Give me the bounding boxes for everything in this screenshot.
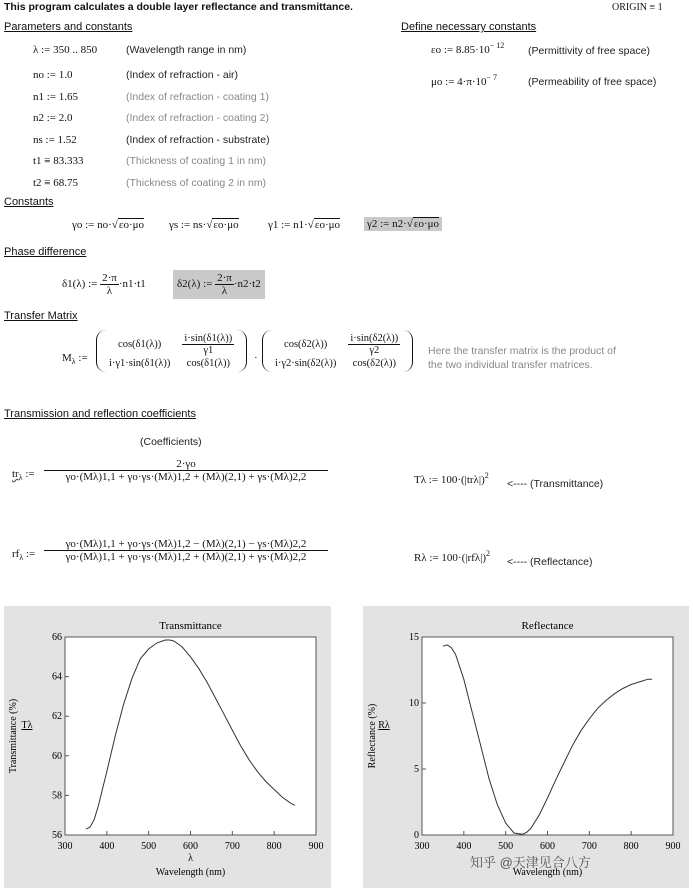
- y-tick-label: 0: [414, 830, 419, 841]
- y-tick-label: 15: [409, 632, 419, 643]
- param-comment: (Thickness of coating 1 in nm): [126, 155, 267, 167]
- param-expression[interactable]: n1 := 1.65: [33, 91, 79, 103]
- param-expression[interactable]: no := 1.0: [33, 69, 73, 81]
- R-note: <---- (Reflectance): [507, 556, 593, 568]
- y-tick-label: 60: [52, 750, 62, 762]
- transmittance-chart: [4, 606, 331, 888]
- origin-setting: ORIGIN ≡ 1: [612, 2, 663, 13]
- reflectance-chart: [363, 606, 689, 888]
- param-comment: (Thickness of coating 2 in nm): [126, 177, 267, 189]
- x-tick-label: 300: [414, 841, 430, 852]
- param-comment: (Index of refraction - substrate): [126, 134, 270, 146]
- x-tick-label: 600: [183, 841, 198, 852]
- section-constants: Constants: [4, 196, 54, 208]
- matrix-lhs: $M_\lambda$ :=: [62, 352, 88, 366]
- x-tick-label: 700: [224, 841, 240, 852]
- x-tick-label: 800: [623, 841, 639, 852]
- param-comment: (Index of refraction - coating 2): [126, 112, 269, 124]
- y-tick-label: 5: [414, 764, 419, 775]
- matrix-note-line2: the two individual transfer matrices.: [428, 359, 593, 371]
- param-expression[interactable]: λ := 350 .. 850: [33, 44, 98, 56]
- T-definition[interactable]: Tλ := $100\cdot(|tr\lambda|)^2$: [414, 471, 489, 486]
- reflectance-plot-panel[interactable]: [363, 606, 689, 888]
- section-phase: Phase difference: [4, 246, 87, 258]
- epsilon-comment: (Permittivity of free space): [528, 45, 650, 57]
- x-axis-label: Wavelength (nm): [512, 867, 583, 878]
- y-tick-label: 10: [409, 698, 419, 709]
- matrix-1[interactable]: cos(δ1(λ)) $\frac{i\cdot\sin(\delta 1(\lambda))}{\gamma 1}$ i·γ1·sin(δ1(λ)) cos(δ1(λ)): [96, 330, 247, 372]
- x-variable-label: λ: [188, 853, 193, 864]
- x-tick-label: 800: [266, 841, 282, 852]
- x-tick-label: 900: [308, 841, 324, 852]
- y-axis-label: Reflectance (%): [367, 703, 378, 769]
- gamma-o-definition[interactable]: γo := no·√εo·μo: [72, 219, 145, 231]
- program-title: This program calculates a double layer reflectance and transmittance.: [4, 1, 353, 13]
- x-tick-label: 500: [498, 841, 514, 852]
- param-expression[interactable]: n2 := 2.0: [33, 112, 73, 124]
- x-axis-label: Wavelength (nm): [155, 867, 226, 878]
- R-definition[interactable]: Rλ := $100\cdot(|rf\lambda|)^2$: [414, 549, 490, 564]
- param-comment: (Index of refraction - air): [126, 69, 239, 81]
- y-tick-label: 56: [52, 830, 62, 841]
- param-comment: (Index of refraction - coating 1): [126, 91, 269, 103]
- section-transfer: Transfer Matrix: [4, 310, 78, 322]
- x-tick-label: 300: [57, 841, 73, 852]
- param-expression[interactable]: t2 ≡ 68.75: [33, 177, 79, 189]
- T-note: <---- (Transmittance): [507, 478, 604, 490]
- y-tick-label: 58: [52, 790, 62, 802]
- delta1-definition[interactable]: δ1(λ) := $\frac{2\cdot\pi}{\lambda}$ ·n1·t1: [62, 272, 146, 297]
- matrix-note-line1: Here the transfer matrix is the product of: [428, 345, 616, 357]
- x-tick-label: 500: [141, 841, 157, 852]
- section-params: Parameters and constants: [4, 21, 133, 33]
- rf-definition[interactable]: $\frac{\gamma o\cdot(M\lambda)1,1 + \gamma o\cdot\gamma s\cdot(M\lambda)1,2 - (M\lambda)(2,1) - \gamma s\cdot(M\lambda)2,2}{\gamma o\cdot(M\lambda)1,1 + \gamma o\cdot\gamma s\cdot(M\lambda)1,2 + (M\lambda)(2,1) + \gamma s\cdot(M\lambda)2,2}$: [44, 538, 328, 563]
- y-series-label: Tλ: [21, 720, 33, 731]
- chart-title: Transmittance: [159, 620, 222, 632]
- tr-definition[interactable]: $\frac{2\cdot\gamma o}{\gamma o\cdot(M\lambda)1,1 + \gamma o\cdot\gamma s\cdot(M\lambda)1,2 + (M\lambda)(2,1) + \gamma s\cdot(M\lambda)2,2}$: [44, 458, 328, 483]
- param-comment: (Wavelength range in nm): [126, 44, 247, 56]
- tr-lhs: $tr_\lambda$ :=: [12, 468, 35, 482]
- x-tick-label: 600: [540, 841, 555, 852]
- watermark: 知乎 @天津见合八方: [470, 855, 591, 870]
- transmittance-plot-panel[interactable]: [4, 606, 331, 888]
- chart-title: Reflectance: [521, 620, 574, 632]
- x-tick-label: 400: [99, 841, 115, 852]
- x-tick-label: 700: [581, 841, 597, 852]
- delta2-definition[interactable]: δ2(λ) := $\frac{2\cdot\pi}{\lambda}$ ·n2·t2: [173, 270, 265, 299]
- y-series-label: Rλ: [378, 720, 390, 731]
- section-define: Define necessary constants: [401, 21, 537, 33]
- mu-definition[interactable]: μo := $4\cdot\pi\cdot 10^{- 7}$: [431, 73, 498, 88]
- x-tick-label: 900: [665, 841, 681, 852]
- x-tick-label: 400: [456, 841, 472, 852]
- matrix-2[interactable]: cos(δ2(λ)) $\frac{i\cdot\sin(\delta 2(\lambda))}{\gamma 2}$ i·γ2·sin(δ2(λ)) cos(δ2(λ)): [262, 330, 413, 372]
- y-axis-label: Transmittance (%): [8, 698, 19, 774]
- param-expression[interactable]: ns := 1.52: [33, 134, 77, 146]
- gamma-1-definition[interactable]: γ1 := n1·√εo·μo: [268, 219, 341, 231]
- section-coeffs: Transmission and reflection coefficients: [4, 408, 196, 420]
- gamma-s-definition[interactable]: γs := ns·√εo·μo: [169, 219, 239, 231]
- matrix-product-dot: ·: [254, 352, 258, 364]
- epsilon-definition[interactable]: εo := $8.85\cdot 10^{- 12}$: [431, 41, 505, 56]
- y-tick-label: 62: [52, 711, 62, 723]
- rf-lhs: $rf_\lambda$ :=: [12, 548, 36, 562]
- coefficients-label: (Coefficients): [140, 436, 202, 448]
- y-tick-label: 64: [52, 671, 62, 683]
- y-tick-label: 66: [52, 632, 62, 643]
- param-expression[interactable]: t1 ≡ 83.333: [33, 155, 84, 167]
- plot-area: [65, 637, 316, 835]
- mu-comment: (Permeability of free space): [528, 76, 657, 88]
- gamma-2-definition[interactable]: γ2 := n2·√εo·μo: [364, 217, 442, 231]
